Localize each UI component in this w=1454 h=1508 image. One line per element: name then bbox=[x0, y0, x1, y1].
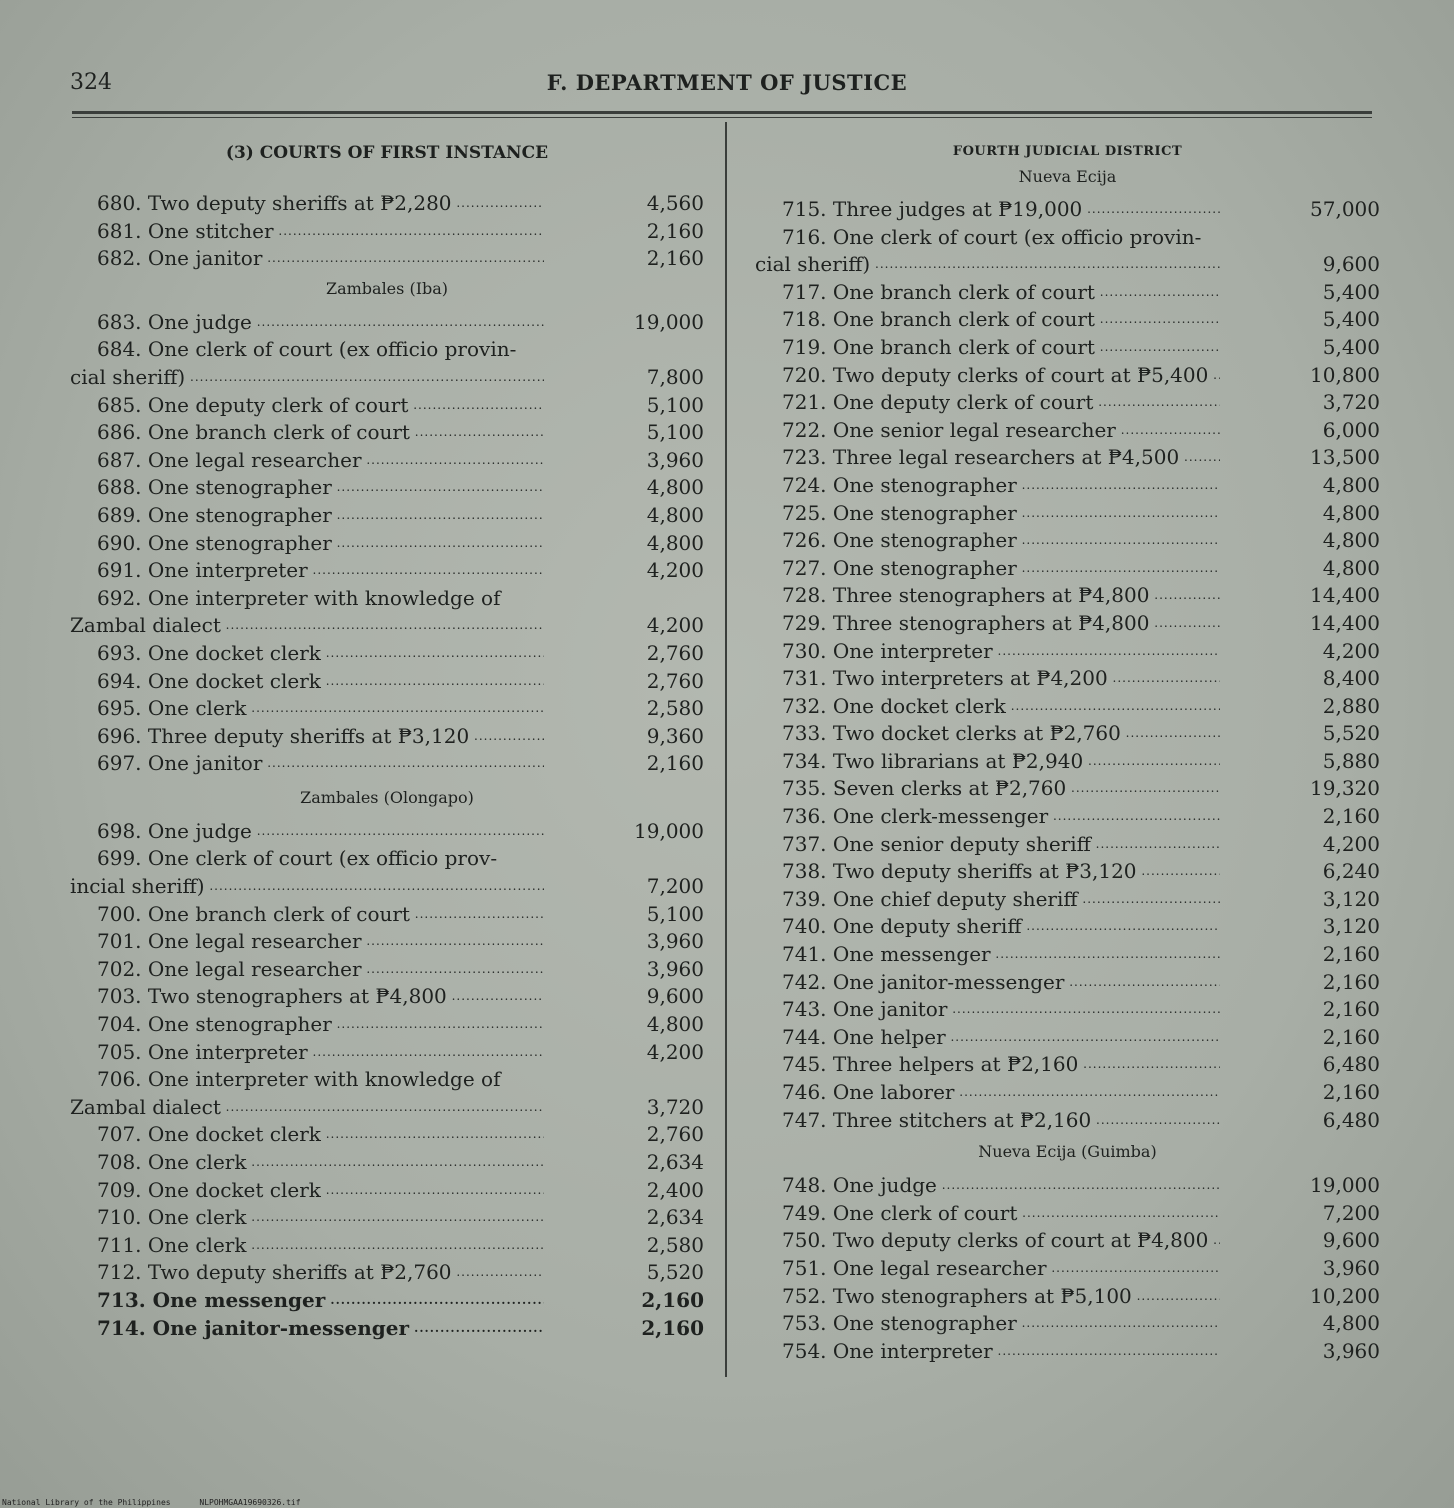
line-item-amount: 2,160 bbox=[646, 751, 704, 776]
line-item bbox=[755, 638, 1380, 666]
line-item bbox=[755, 831, 1380, 859]
line-item-amount: 4,200 bbox=[646, 558, 704, 583]
line-item-amount: 2,580 bbox=[646, 696, 704, 721]
line-item-amount: 4,800 bbox=[646, 502, 704, 527]
line-item bbox=[70, 447, 704, 475]
line-item-text: 705. One interpreter ..... bbox=[70, 1039, 544, 1067]
line-item-text: 726. One stenographer ..... bbox=[755, 527, 1220, 555]
line-item bbox=[70, 818, 704, 846]
line-item bbox=[70, 1011, 704, 1039]
line-item-text: 683. One judge ..... bbox=[70, 309, 544, 337]
line-item-text: 716. One clerk of court (ex officio provin- bbox=[782, 224, 1202, 249]
line-item-amount: 7,200 bbox=[646, 874, 704, 899]
line-item-amount: 3,960 bbox=[646, 929, 704, 954]
line-item-amount: 9,360 bbox=[646, 723, 704, 748]
line-item bbox=[755, 555, 1380, 583]
line-item bbox=[755, 886, 1380, 914]
line-item bbox=[755, 748, 1380, 776]
line-item bbox=[70, 1315, 704, 1343]
right-column bbox=[755, 140, 1380, 1365]
line-item-text: 753. One stenographer ..... bbox=[755, 1310, 1220, 1338]
line-item bbox=[755, 500, 1380, 528]
line-item-text: 749. One clerk of court ..... bbox=[755, 1200, 1220, 1228]
line-item-text: 732. One docket clerk ..... bbox=[755, 693, 1220, 721]
line-item-text: 733. Two docket clerks at ₱2,760 ..... bbox=[755, 720, 1220, 748]
line-item bbox=[70, 1177, 704, 1205]
header-rule bbox=[72, 111, 1372, 114]
line-item-text: 707. One docket clerk ..... bbox=[70, 1121, 544, 1149]
line-item-text: 689. One stenographer ..... bbox=[70, 502, 544, 530]
line-item bbox=[70, 419, 704, 447]
line-item bbox=[755, 334, 1380, 362]
line-item bbox=[70, 364, 704, 392]
line-item-amount: 2,634 bbox=[646, 1205, 704, 1230]
line-item bbox=[755, 913, 1380, 941]
line-item-text: 710. One clerk ..... bbox=[70, 1204, 544, 1232]
line-item-text: 750. Two deputy clerks of court at ₱4,800 ..... bbox=[755, 1227, 1220, 1255]
line-item-amount: 7,200 bbox=[1322, 1200, 1380, 1225]
line-item-amount: 2,160 bbox=[1322, 804, 1380, 829]
line-item-amount: 19,000 bbox=[634, 309, 704, 334]
line-item-text: 724. One stenographer ..... bbox=[755, 472, 1220, 500]
line-item-amount: 2,160 bbox=[1322, 1080, 1380, 1104]
line-item-text: 719. One branch clerk of court ..... bbox=[755, 334, 1220, 362]
line-item-amount: 5,100 bbox=[646, 392, 704, 417]
line-item-text: 721. One deputy clerk of court ..... bbox=[755, 389, 1220, 417]
line-item-amount: 10,800 bbox=[1310, 362, 1380, 387]
district-title: FOURTH JUDICIAL DISTRICT bbox=[952, 144, 1183, 159]
line-item-text: 746. One laborer ..... bbox=[755, 1079, 1220, 1107]
line-item bbox=[755, 803, 1380, 831]
line-item-text: 717. One branch clerk of court ..... bbox=[755, 279, 1220, 307]
line-item bbox=[70, 723, 704, 751]
section-title: (3) COURTS OF FIRST INSTANCE bbox=[225, 143, 549, 163]
line-item bbox=[70, 668, 704, 696]
subheading-zambales-olongapo: Zambales (Olongapo) bbox=[300, 787, 474, 807]
line-item-text: 742. One janitor-messenger ..... bbox=[755, 969, 1220, 997]
line-item-text: 700. One branch clerk of court ..... bbox=[70, 901, 544, 929]
line-item-amount: 3,120 bbox=[1322, 914, 1380, 939]
line-item-amount: 57,000 bbox=[1310, 197, 1380, 221]
line-item-amount: 4,800 bbox=[1322, 555, 1380, 580]
line-item bbox=[70, 1039, 704, 1067]
line-item-text: cial sheriff) ..... bbox=[70, 364, 544, 392]
line-item bbox=[755, 1310, 1380, 1338]
page-title: F. DEPARTMENT OF JUSTICE bbox=[546, 70, 908, 95]
line-item-text: 747. Three stitchers at ₱2,160 ..... bbox=[755, 1107, 1220, 1135]
line-item-amount: 6,000 bbox=[1322, 417, 1380, 442]
line-item-text: 701. One legal researcher ..... bbox=[70, 928, 544, 956]
line-item-text: 680. Two deputy sheriffs at ₱2,280 ..... bbox=[70, 190, 544, 218]
line-item-text: 711. One clerk ..... bbox=[70, 1232, 544, 1260]
line-item-amount: 5,100 bbox=[646, 420, 704, 445]
line-item-text: 730. One interpreter ..... bbox=[755, 638, 1220, 666]
line-item-text: 702. One legal researcher ..... bbox=[70, 956, 544, 984]
line-item bbox=[70, 336, 704, 364]
line-item-text: 728. Three stenographers at ₱4,800 ..... bbox=[755, 582, 1220, 610]
line-item bbox=[70, 983, 704, 1011]
line-item-text: 694. One docket clerk ..... bbox=[70, 668, 544, 696]
line-item-text: 697. One janitor ..... bbox=[70, 750, 544, 778]
line-item bbox=[755, 1107, 1380, 1135]
line-item-text: 751. One legal researcher ..... bbox=[755, 1255, 1220, 1283]
nueva-ecija-list bbox=[755, 196, 1380, 1134]
line-item-text: 727. One stenographer ..... bbox=[755, 555, 1220, 583]
line-item-text: 739. One chief deputy sheriff ..... bbox=[755, 886, 1220, 914]
line-item bbox=[70, 901, 704, 929]
line-item-amount: 2,760 bbox=[646, 1122, 704, 1147]
line-item bbox=[70, 245, 704, 273]
line-item bbox=[755, 444, 1380, 472]
line-item-amount: 3,960 bbox=[1322, 1255, 1380, 1280]
line-item-amount: 5,400 bbox=[1322, 279, 1380, 304]
line-item bbox=[755, 1024, 1380, 1052]
line-item bbox=[755, 472, 1380, 500]
line-item-amount: 2,634 bbox=[646, 1150, 704, 1174]
line-item bbox=[70, 1066, 704, 1094]
line-item-text: 735. Seven clerks at ₱2,760 ..... bbox=[755, 775, 1220, 803]
line-item bbox=[755, 1079, 1380, 1107]
line-item-amount: 2,160 bbox=[641, 1287, 704, 1312]
line-item-amount: 2,880 bbox=[1322, 693, 1380, 718]
line-item-text: Zambal dialect ..... bbox=[70, 1094, 544, 1122]
line-item-amount: 5,880 bbox=[1322, 748, 1380, 773]
line-item bbox=[70, 695, 704, 723]
left-group1-list bbox=[70, 190, 704, 273]
line-item bbox=[70, 928, 704, 956]
line-item bbox=[70, 218, 704, 246]
line-item-amount: 2,760 bbox=[646, 668, 704, 693]
line-item-text: 723. Three legal researchers at ₱4,500 ..... bbox=[755, 444, 1220, 472]
line-item bbox=[755, 582, 1380, 610]
scan-footer bbox=[2, 1498, 325, 1507]
line-item-text: 738. Two deputy sheriffs at ₱3,120 ..... bbox=[755, 858, 1220, 886]
line-item-amount: 3,720 bbox=[1322, 390, 1380, 415]
line-item-text: 693. One docket clerk ..... bbox=[70, 640, 544, 668]
line-item-text: 709. One docket clerk ..... bbox=[70, 1177, 544, 1205]
line-item-text: 754. One interpreter ..... bbox=[755, 1338, 1220, 1366]
line-item bbox=[755, 251, 1380, 279]
line-item bbox=[755, 196, 1380, 224]
line-item-amount: 2,160 bbox=[641, 1315, 704, 1340]
line-item-text: 695. One clerk ..... bbox=[70, 695, 544, 723]
line-item-text: 743. One janitor ..... bbox=[755, 996, 1220, 1024]
line-item bbox=[70, 392, 704, 420]
line-item bbox=[755, 775, 1380, 803]
line-item-text: 712. Two deputy sheriffs at ₱2,760 ..... bbox=[70, 1259, 544, 1287]
line-item bbox=[70, 585, 704, 613]
footer-file: NLPOHMGAA19690326.tif bbox=[199, 1498, 301, 1507]
line-item bbox=[70, 309, 704, 337]
subheading-zambales-iba: Zambales (Iba) bbox=[325, 278, 449, 298]
subheading-nueva-ecija: Nueva Ecija bbox=[1018, 167, 1117, 186]
line-item-amount: 4,200 bbox=[646, 1039, 704, 1064]
zambales-olongapo-list bbox=[70, 818, 704, 1342]
line-item-text: Zambal dialect ..... bbox=[70, 612, 544, 640]
line-item-text: 706. One interpreter with knowledge of bbox=[97, 1067, 501, 1092]
line-item bbox=[755, 527, 1380, 555]
zambales-iba-list bbox=[70, 309, 704, 778]
line-item-amount: 9,600 bbox=[1322, 252, 1380, 277]
line-item-text: 752. Two stenographers at ₱5,100 ..... bbox=[755, 1283, 1220, 1311]
line-item bbox=[755, 941, 1380, 969]
line-item-amount: 2,580 bbox=[646, 1232, 704, 1257]
line-item bbox=[755, 720, 1380, 748]
line-item-amount: 9,600 bbox=[1322, 1228, 1380, 1253]
line-item-text: 714. One janitor-messenger ..... bbox=[70, 1315, 544, 1343]
line-item-text: 682. One janitor ..... bbox=[70, 245, 544, 273]
line-item-amount: 10,200 bbox=[1310, 1283, 1380, 1308]
line-item bbox=[70, 557, 704, 585]
line-item-text: 715. Three judges at ₱19,000 ..... bbox=[755, 196, 1220, 224]
line-item-amount: 3,960 bbox=[646, 956, 704, 981]
line-item bbox=[70, 1204, 704, 1232]
line-item-amount: 4,200 bbox=[1322, 638, 1380, 663]
line-item-text: 696. Three deputy sheriffs at ₱3,120 ..... bbox=[70, 723, 544, 751]
line-item bbox=[755, 1227, 1380, 1255]
line-item-amount: 9,600 bbox=[646, 984, 704, 1009]
line-item bbox=[70, 1121, 704, 1149]
footer-library: National Library of the Philippines bbox=[2, 1498, 171, 1507]
line-item bbox=[70, 845, 704, 873]
line-item-amount: 19,000 bbox=[1310, 1173, 1380, 1198]
line-item-amount: 5,100 bbox=[646, 901, 704, 926]
line-item bbox=[755, 1283, 1380, 1311]
line-item bbox=[755, 279, 1380, 307]
line-item-amount: 4,800 bbox=[1322, 1311, 1380, 1336]
line-item bbox=[70, 750, 704, 778]
line-item bbox=[70, 530, 704, 558]
line-item-text: 725. One stenographer ..... bbox=[755, 500, 1220, 528]
line-item-amount: 4,800 bbox=[1322, 500, 1380, 525]
line-item bbox=[70, 190, 704, 218]
line-item-text: 744. One helper ..... bbox=[755, 1024, 1220, 1052]
line-item bbox=[70, 474, 704, 502]
line-item-text: 686. One branch clerk of court ..... bbox=[70, 419, 544, 447]
line-item-amount: 14,400 bbox=[1310, 583, 1380, 608]
subheading-nueva-ecija-guimba: Nueva Ecija (Guimba) bbox=[978, 1142, 1157, 1162]
line-item-text: 729. Three stenographers at ₱4,800 ..... bbox=[755, 610, 1220, 638]
line-item bbox=[70, 1149, 704, 1177]
left-column bbox=[70, 140, 704, 1342]
line-item-amount: 2,160 bbox=[646, 246, 704, 271]
line-item-text: 684. One clerk of court (ex officio provin- bbox=[97, 337, 517, 362]
line-item-amount: 4,200 bbox=[1322, 831, 1380, 856]
line-item bbox=[70, 1094, 704, 1122]
line-item-amount: 2,160 bbox=[1322, 1024, 1380, 1049]
line-item bbox=[755, 417, 1380, 445]
line-item-text: 685. One deputy clerk of court ..... bbox=[70, 392, 544, 420]
line-item-amount: 4,800 bbox=[1322, 528, 1380, 553]
line-item-text: 741. One messenger ..... bbox=[755, 941, 1220, 969]
line-item-text: 740. One deputy sheriff ..... bbox=[755, 913, 1220, 941]
line-item bbox=[70, 1259, 704, 1287]
line-item-amount: 5,520 bbox=[646, 1260, 704, 1285]
line-item-amount: 4,200 bbox=[646, 613, 704, 638]
line-item bbox=[755, 306, 1380, 334]
line-item-text: 737. One senior deputy sheriff ..... bbox=[755, 831, 1220, 859]
line-item-amount: 13,500 bbox=[1310, 445, 1380, 470]
line-item-amount: 3,960 bbox=[1322, 1338, 1380, 1363]
line-item-amount: 4,560 bbox=[646, 191, 704, 215]
line-item-amount: 6,480 bbox=[1322, 1052, 1380, 1077]
line-item bbox=[755, 389, 1380, 417]
line-item-amount: 19,000 bbox=[634, 818, 704, 843]
line-item-text: 703. Two stenographers at ₱4,800 ..... bbox=[70, 983, 544, 1011]
line-item-text: 748. One judge ..... bbox=[755, 1172, 1220, 1200]
line-item-text: 691. One interpreter ..... bbox=[70, 557, 544, 585]
line-item bbox=[755, 610, 1380, 638]
line-item bbox=[755, 1200, 1380, 1228]
line-item bbox=[755, 1051, 1380, 1079]
line-item bbox=[70, 1287, 704, 1315]
line-item-amount: 2,160 bbox=[1322, 942, 1380, 967]
line-item-amount: 3,960 bbox=[646, 447, 704, 472]
line-item bbox=[70, 956, 704, 984]
line-item-text: cial sheriff) ..... bbox=[755, 251, 1220, 279]
line-item bbox=[755, 1172, 1380, 1200]
line-item bbox=[70, 873, 704, 901]
line-item-amount: 4,800 bbox=[646, 475, 704, 500]
line-item bbox=[755, 1338, 1380, 1366]
line-item-amount: 7,800 bbox=[646, 364, 704, 389]
page-number: 324 bbox=[70, 70, 112, 95]
line-item-amount: 2,760 bbox=[646, 640, 704, 665]
line-item bbox=[70, 612, 704, 640]
line-item-text: 681. One stitcher ..... bbox=[70, 218, 544, 246]
line-item-amount: 4,800 bbox=[646, 530, 704, 555]
line-item bbox=[755, 969, 1380, 997]
line-item-text: 720. Two deputy clerks of court at ₱5,400 ..... bbox=[755, 362, 1220, 390]
line-item bbox=[755, 362, 1380, 390]
line-item bbox=[755, 996, 1380, 1024]
line-item-amount: 4,800 bbox=[646, 1012, 704, 1037]
line-item-text: 699. One clerk of court (ex officio prov- bbox=[97, 846, 498, 871]
line-item-amount: 3,720 bbox=[646, 1094, 704, 1119]
line-item bbox=[755, 665, 1380, 693]
line-item-text: 718. One branch clerk of court ..... bbox=[755, 306, 1220, 334]
line-item-amount: 5,400 bbox=[1322, 307, 1380, 332]
line-item-text: 708. One clerk ..... bbox=[70, 1149, 544, 1177]
line-item-text: 690. One stenographer ..... bbox=[70, 530, 544, 558]
line-item-text: 687. One legal researcher ..... bbox=[70, 447, 544, 475]
line-item-text: 734. Two librarians at ₱2,940 ..... bbox=[755, 748, 1220, 776]
line-item-amount: 2,160 bbox=[1322, 969, 1380, 994]
line-item-amount: 2,400 bbox=[646, 1177, 704, 1202]
line-item-text: 698. One judge ..... bbox=[70, 818, 544, 846]
line-item-text: 745. Three helpers at ₱2,160 ..... bbox=[755, 1051, 1220, 1079]
line-item bbox=[755, 693, 1380, 721]
line-item-text: incial sheriff) ..... bbox=[70, 873, 544, 901]
line-item bbox=[755, 858, 1380, 886]
line-item bbox=[70, 640, 704, 668]
line-item bbox=[70, 502, 704, 530]
line-item-amount: 5,520 bbox=[1322, 721, 1380, 746]
nueva-ecija-guimba-list bbox=[755, 1172, 1380, 1365]
line-item-amount: 8,400 bbox=[1322, 666, 1380, 691]
line-item-amount: 14,400 bbox=[1310, 610, 1380, 635]
header-rule-thin bbox=[72, 117, 1372, 118]
line-item-amount: 6,480 bbox=[1322, 1107, 1380, 1132]
line-item bbox=[755, 1255, 1380, 1283]
column-divider bbox=[725, 122, 727, 1377]
line-item-text: 692. One interpreter with knowledge of bbox=[97, 585, 501, 610]
line-item-amount: 2,160 bbox=[1322, 997, 1380, 1022]
line-item-text: 722. One senior legal researcher ..... bbox=[755, 417, 1220, 445]
line-item bbox=[70, 1232, 704, 1260]
line-item-amount: 6,240 bbox=[1322, 859, 1380, 884]
line-item-amount: 3,120 bbox=[1322, 886, 1380, 911]
line-item-amount: 2,160 bbox=[646, 218, 704, 243]
line-item-amount: 5,400 bbox=[1322, 334, 1380, 359]
line-item-text: 704. One stenographer ..... bbox=[70, 1011, 544, 1039]
line-item-text: 731. Two interpreters at ₱4,200 ..... bbox=[755, 665, 1220, 693]
line-item bbox=[755, 224, 1380, 252]
line-item-amount: 4,800 bbox=[1322, 472, 1380, 497]
line-item-text: 688. One stenographer ..... bbox=[70, 474, 544, 502]
line-item-text: 713. One messenger ..... bbox=[70, 1287, 544, 1315]
line-item-text: 736. One clerk-messenger ..... bbox=[755, 803, 1220, 831]
line-item-amount: 19,320 bbox=[1310, 776, 1380, 801]
